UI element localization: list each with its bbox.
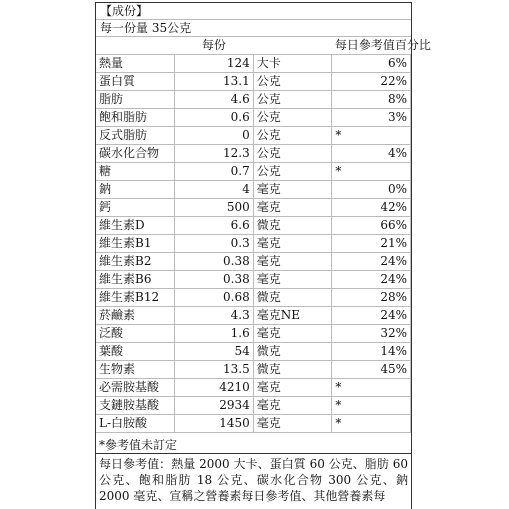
table-row [96,109,411,127]
per-serving-header: 每份 [96,37,332,55]
daily-value-percent: 14% [332,343,411,361]
panel-title: 【成份】 [96,3,411,20]
nutrient-unit: 大卡 [253,55,332,73]
nutrient-unit: 微克 [253,343,332,361]
nutrition-facts-panel [95,2,431,509]
table-row [96,307,411,325]
table-row [96,415,411,433]
nutrient-unit: 毫克 [253,253,332,271]
table-row [96,253,411,271]
table-row [96,181,411,199]
nutrient-amount: 4.3 [175,307,254,325]
nutrient-name: 鈉 [96,181,175,199]
nutrient-unit: 毫克 [253,199,332,217]
nutrient-amount: 4210 [175,379,254,397]
nutrient-name: 熱量 [96,55,175,73]
nutrient-name: 維生素B6 [96,271,175,289]
daily-value-percent: 32% [332,325,411,343]
nutrient-name: 脂肪 [96,91,175,109]
table-row [96,235,411,253]
nutrient-name: 必需胺基酸 [96,379,175,397]
nutrient-unit: 公克 [253,109,332,127]
nutrition-table [96,37,431,433]
nutrient-amount: 0.68 [175,289,254,307]
daily-value-percent: 28% [332,289,411,307]
daily-value-percent: 21% [332,235,411,253]
nutrient-unit: 毫克 [253,415,332,433]
daily-value-percent: 24% [332,271,411,289]
table-header-row [96,37,411,55]
table-row [96,361,411,379]
nutrient-name: L-白胺酸 [96,415,175,433]
nutrient-name: 蛋白質 [96,73,175,91]
table-row [96,271,411,289]
table-row [96,91,411,109]
nutrient-unit: 毫克NE [253,307,332,325]
daily-value-percent: 42% [332,199,411,217]
nutrient-amount: 13.1 [175,73,254,91]
daily-value-percent: 66% [332,217,411,235]
table-row [96,199,411,217]
nutrient-amount: 13.5 [175,361,254,379]
nutrient-unit: 微克 [253,289,332,307]
nutrient-name: 葉酸 [96,343,175,361]
daily-value-percent: 24% [332,253,411,271]
nutrient-amount: 12.3 [175,145,254,163]
daily-value-percent: 4% [332,145,411,163]
nutrient-name: 生物素 [96,361,175,379]
table-row [96,55,411,73]
daily-reference-footnote: 每日參考值：熱量 2000 大卡、蛋白質 60 公克、脂肪 60 公克、飽和脂肪 18 公克、碳水化合物 300 公克、鈉 2000 毫克、宣稱之營養素每日參考值、其他營養素每 [99,457,408,503]
table-row [96,127,411,145]
daily-value-percent: 8% [332,91,411,109]
nutrient-amount: 4 [175,181,254,199]
nutrient-unit: 毫克 [253,271,332,289]
daily-value-percent: * [332,415,411,433]
nutrient-name: 反式脂肪 [96,127,175,145]
nutrient-name: 菸鹼素 [96,307,175,325]
table-row [96,73,411,91]
nutrient-name: 維生素B12 [96,289,175,307]
nutrient-name: 碳水化合物 [96,145,175,163]
table-row [96,289,411,307]
table-row [96,343,411,361]
nutrient-unit: 公克 [253,73,332,91]
nutrient-amount: 4.6 [175,91,254,109]
nutrient-amount: 0.38 [175,253,254,271]
daily-value-percent: * [332,379,411,397]
nutrient-amount: 500 [175,199,254,217]
nutrient-name: 飽和脂肪 [96,109,175,127]
nutrient-name: 泛酸 [96,325,175,343]
daily-value-percent: 3% [332,109,411,127]
serving-size: 每一份量 35公克 [96,20,411,37]
table-row [96,163,411,181]
nutrient-amount: 0 [175,127,254,145]
nutrient-name: 維生素B1 [96,235,175,253]
nutrient-name: 糖 [96,163,175,181]
daily-value-percent: 0% [332,181,411,199]
nutrient-amount: 0.3 [175,235,254,253]
daily-value-percent: 6% [332,55,411,73]
nutrient-unit: 毫克 [253,379,332,397]
daily-value-header: 每日參考值百分比 [332,37,411,55]
nutrient-amount: 6.6 [175,217,254,235]
daily-value-percent: 45% [332,361,411,379]
daily-value-percent: 24% [332,307,411,325]
table-row [96,397,411,415]
nutrient-unit: 公克 [253,127,332,145]
daily-value-percent: * [332,127,411,145]
nutrient-unit: 公克 [253,91,332,109]
nutrient-unit: 毫克 [253,235,332,253]
nutrient-name: 支鏈胺基酸 [96,397,175,415]
nutrient-amount: 0.6 [175,109,254,127]
nutrient-amount: 2934 [175,397,254,415]
nutrient-amount: 54 [175,343,254,361]
nutrient-unit: 公克 [253,145,332,163]
nutrient-unit: 毫克 [253,325,332,343]
daily-value-percent: * [332,397,411,415]
daily-value-percent: 22% [332,73,411,91]
table-row [96,325,411,343]
nutrient-name: 維生素D [96,217,175,235]
nutrient-unit: 公克 [253,163,332,181]
nutrient-amount: 124 [175,55,254,73]
nutrient-amount: 1.6 [175,325,254,343]
table-row [96,379,411,397]
nutrient-unit: 微克 [253,361,332,379]
nutrient-unit: 毫克 [253,181,332,199]
nutrient-unit: 微克 [253,217,332,235]
table-row [96,217,411,235]
nutrient-name: 維生素B2 [96,253,175,271]
nutrient-amount: 0.38 [175,271,254,289]
table-row [96,145,411,163]
nutrient-amount: 1450 [175,415,254,433]
nutrient-unit: 毫克 [253,397,332,415]
nutrient-name: 鈣 [96,199,175,217]
footnote-asterisk: *參考值未訂定 [96,437,411,454]
daily-value-percent: * [332,163,411,181]
nutrient-amount: 0.7 [175,163,254,181]
